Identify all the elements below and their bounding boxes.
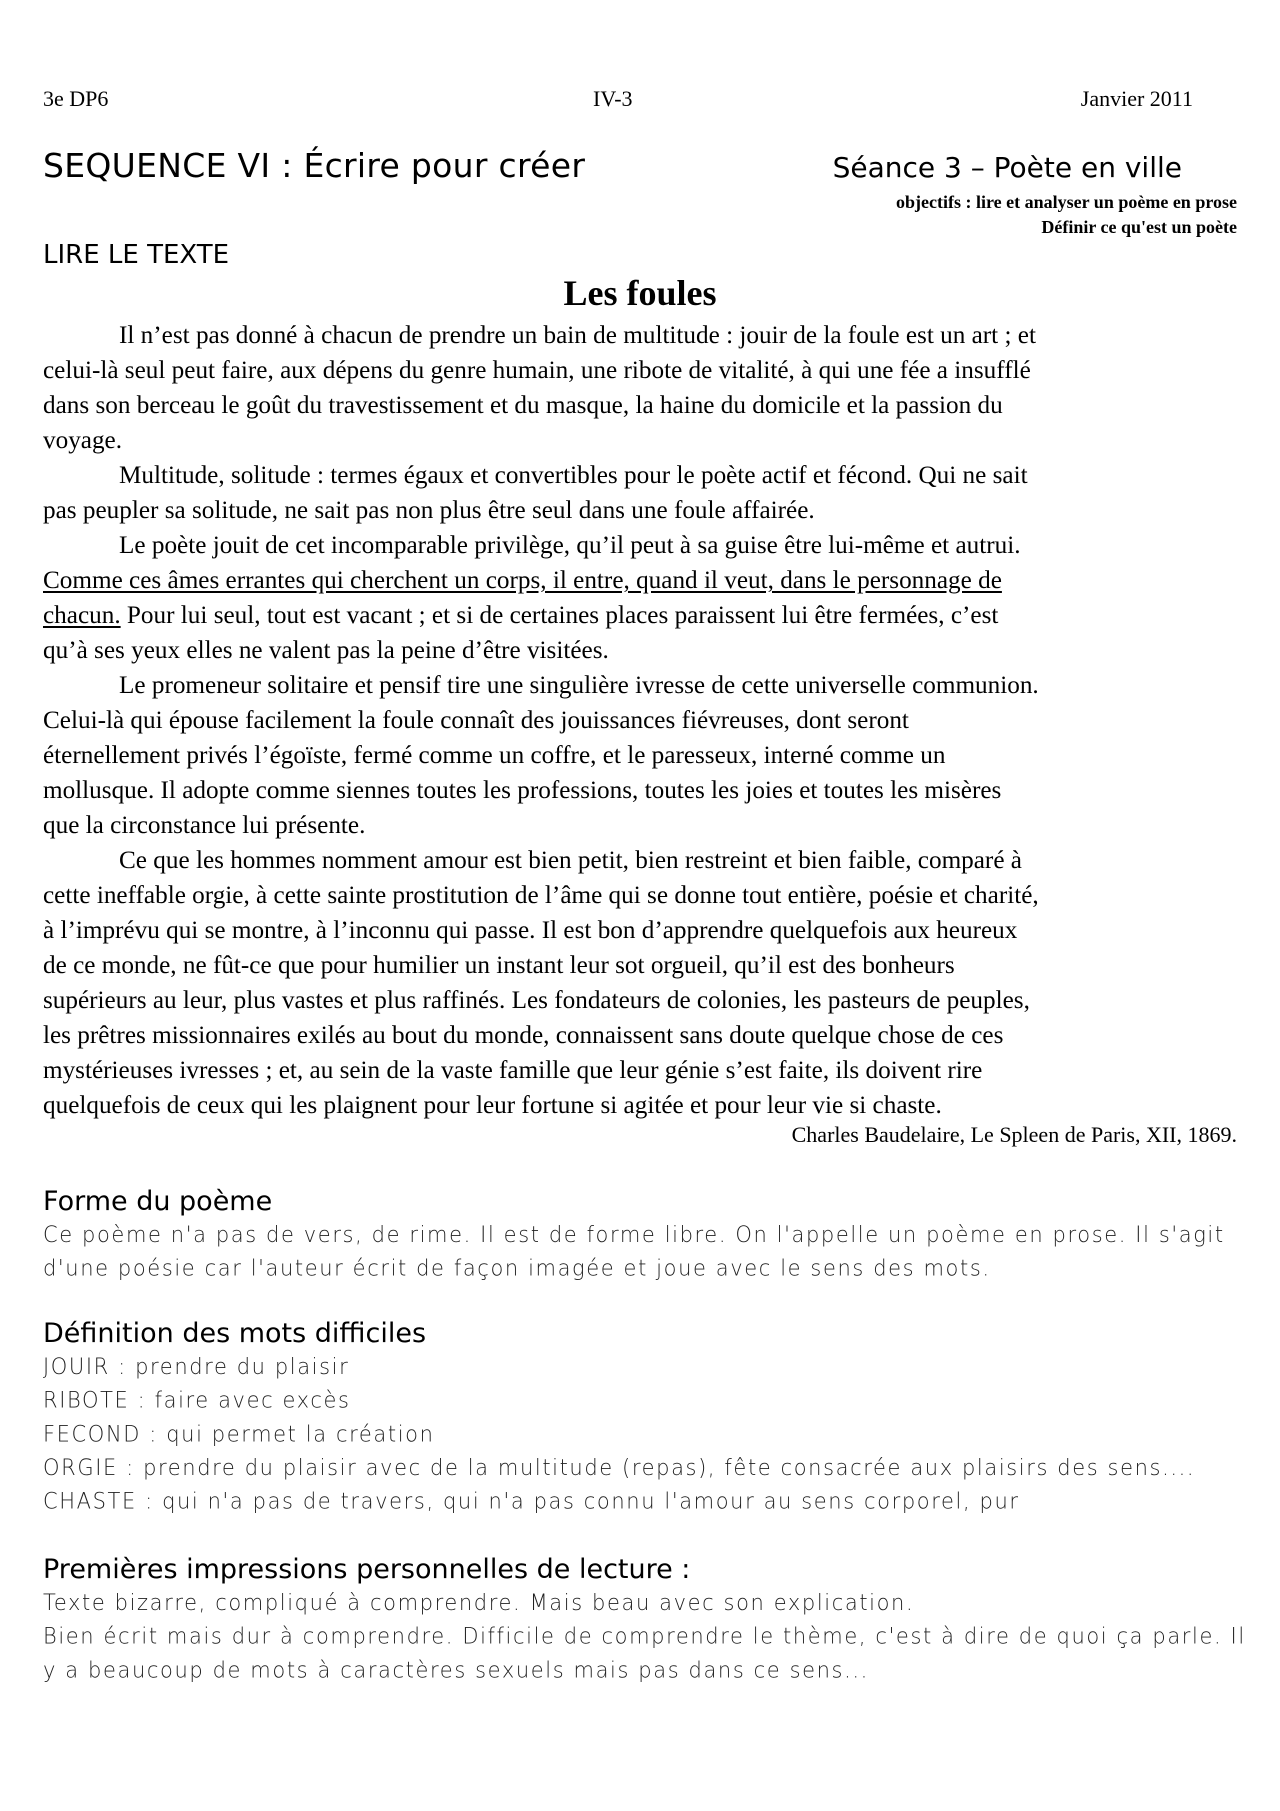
poem-line: mystérieuses ivresses ; et, au sein de la vaste famille que leur génie s’est faite, ils doivent rire: [43, 1057, 983, 1084]
underlined-word: chacun.: [43, 602, 121, 629]
poem-line: de ce monde, ne fût-ce que pour humilier un instant leur sot orgueil, qu’il est des bonheurs: [43, 952, 955, 979]
definition-item: FECOND : qui permet la création: [43, 1421, 435, 1447]
poem-line: Le promeneur solitaire et pensif tire une singulière ivresse de cette universelle communion.: [119, 672, 1039, 699]
date-label: Janvier 2011: [1080, 86, 1193, 111]
poem-line: qu’à ses yeux elles ne valent pas la peine d’être visitées.: [43, 637, 609, 664]
sequence-title: SEQUENCE VI : Écrire pour créer: [43, 146, 586, 185]
poem-line: Ce que les hommes nomment amour est bien petit, bien restreint et bien faible, comparé à: [119, 847, 1022, 874]
poem-line: que la circonstance lui présente.: [43, 812, 366, 839]
poem-line: mollusque. Il adopte comme siennes toutes les professions, toutes les joies et toutes les misères: [43, 777, 1002, 804]
objectives: [896, 190, 1237, 240]
read-heading: LIRE LE TEXTE: [43, 240, 230, 270]
poem-text: [43, 318, 1238, 1123]
poem-line: celui-là seul peut faire, aux dépens du genre humain, une ribote de vitalité, à qui une fée a insufflé: [43, 357, 1031, 384]
poem-line: Celui-là qui épouse facilement la foule connaît des jouissances fiévreuses, dont seront: [43, 707, 909, 734]
poem-line-underlined: Comme ces âmes errantes qui cherchent un corps, il entre, quand il veut, dans le personnage de: [43, 567, 1002, 594]
form-heading: Forme du poème: [43, 1186, 273, 1217]
handwritten-line: Ce poème n'a pas de vers, de rime. Il est de forme libre. On l'appelle un poème en prose. Il s'agit: [43, 1222, 1225, 1248]
poem-line: à l’imprévu qui se montre, à l’inconnu qui passe. Il est bon d’apprendre quelquefois aux heureux: [43, 917, 1018, 944]
poem-line: les prêtres missionnaires exilés au bout du monde, connaissent sans doute quelque chose de ces: [43, 1022, 1004, 1049]
poem-line: cette ineffable orgie, à cette sainte prostitution de l’âme qui se donne tout entière, poésie et charité,: [43, 882, 1039, 909]
poem-line: Il n’est pas donné à chacun de prendre un bain de multitude : jouir de la foule est un art ; et: [119, 322, 1036, 349]
document-code: IV-3: [593, 86, 633, 111]
objective-line: Définir ce qu'est un poète: [1041, 217, 1237, 237]
poem-line: supérieurs au leur, plus vastes et plus raffinés. Les fondateurs de colonies, les pasteurs de peuples,: [43, 987, 1030, 1014]
class-label: 3e DP6: [43, 86, 109, 111]
poem-line: Le poète jouit de cet incomparable privilège, qu’il peut à sa guise être lui-même et autrui.: [119, 532, 1021, 559]
objective-line: objectifs : lire et analyser un poème en prose: [896, 192, 1237, 212]
poem-line-rest: Pour lui seul, tout est vacant ; et si de certaines places paraissent lui être fermées, c’est: [120, 602, 999, 629]
poem-attribution: Charles Baudelaire, Le Spleen de Paris, XII, 1869.: [791, 1122, 1237, 1147]
definitions-list: [43, 1350, 1195, 1518]
handwritten-line: d'une poésie car l'auteur écrit de façon imagée et joue avec le sens des mots.: [43, 1255, 991, 1281]
handwritten-line: Bien écrit mais dur à comprendre. Difficile de comprendre le thème, c'est à dire de quoi ça parle. Il: [43, 1623, 1246, 1649]
seance-title: Séance 3 – Poète en ville: [832, 151, 1182, 184]
poem-line: pas peupler sa solitude, ne sait pas non plus être seul dans une foule affairée.: [43, 497, 815, 524]
poem-title: Les foules: [563, 273, 717, 313]
poem-line: quelquefois de ceux qui les plaignent pour leur fortune si agitée et pour leur vie si chaste.: [43, 1092, 942, 1119]
impressions-text: [43, 1586, 1246, 1687]
definition-item: JOUIR : prendre du plaisir: [43, 1354, 350, 1380]
definition-item: RIBOTE : faire avec excès: [43, 1387, 351, 1413]
form-text: [43, 1218, 1225, 1285]
definition-item: ORGIE : prendre du plaisir avec de la multitude (repas), fête consacrée aux plaisirs des sens....: [43, 1455, 1196, 1481]
definitions-heading: Définition des mots difficiles: [43, 1318, 427, 1349]
page-header: [43, 86, 1193, 116]
poem-line: dans son berceau le goût du travestissement et du masque, la haine du domicile et la passion du: [43, 392, 1003, 419]
handwritten-line: y a beaucoup de mots à caractères sexuels mais pas dans ce sens...: [43, 1657, 869, 1683]
poem-line: [43, 598, 1238, 633]
poem-line: éternellement privés l’égoïste, fermé comme un coffre, et le paresseux, interné comme un: [43, 742, 946, 769]
handwritten-line: Texte bizarre, compliqué à comprendre. Mais beau avec son explication.: [43, 1590, 915, 1616]
poem-line: Multitude, solitude : termes égaux et convertibles pour le poète actif et fécond. Qui ne sait: [119, 462, 1028, 489]
poem-line: voyage.: [43, 427, 123, 454]
definition-item: CHASTE : qui n'a pas de travers, qui n'a pas connu l'amour au sens corporel, pur: [43, 1488, 1020, 1514]
impressions-heading: Premières impressions personnelles de lecture :: [43, 1554, 691, 1585]
